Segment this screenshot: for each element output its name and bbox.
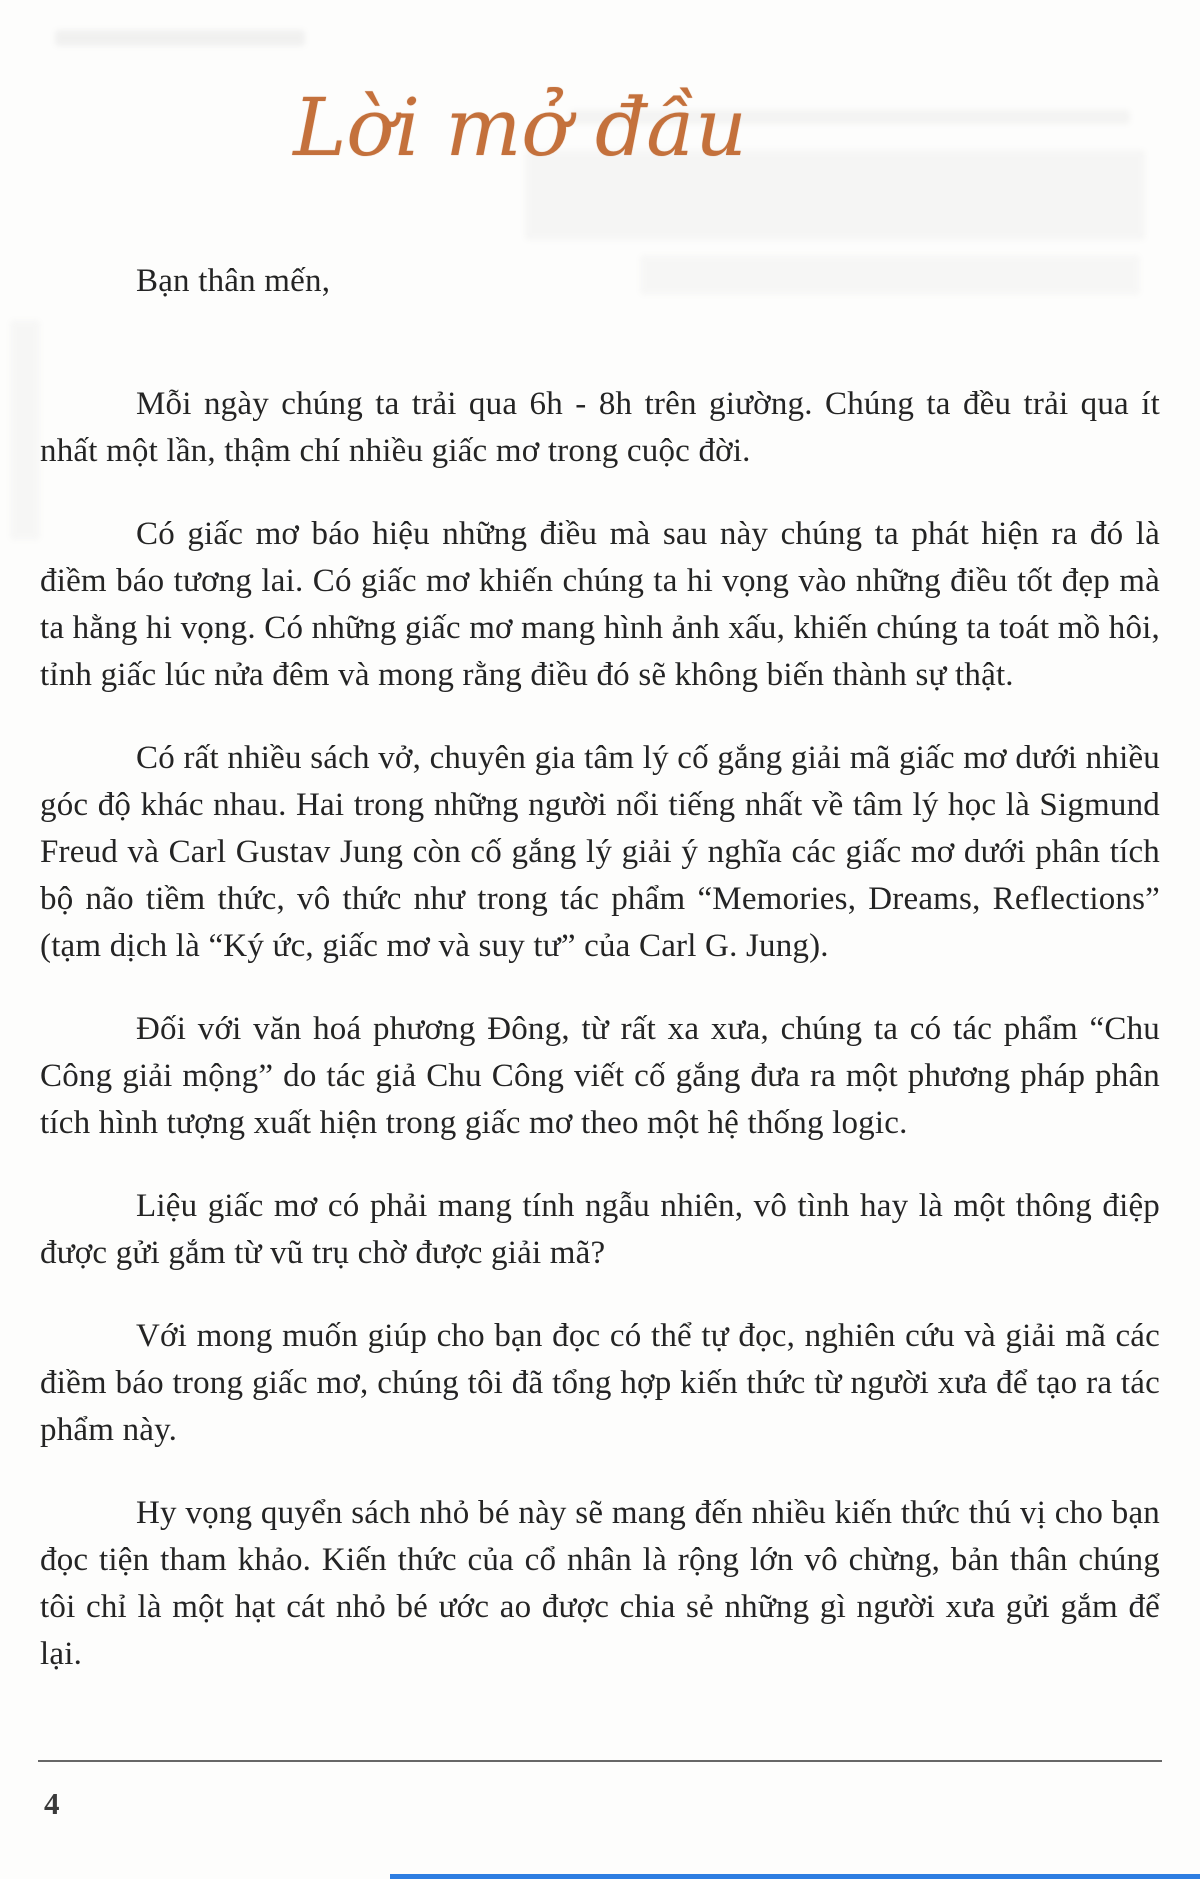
paragraph: Hy vọng quyển sách nhỏ bé này sẽ mang đến nhiều kiến thức thú vị cho bạn đọc tiện tham khảo. Kiến thức của cổ nhân là rộng lớn vô chừng, bản thân chúng tôi chỉ là một hạt cát nhỏ bé ước ao được chia sẻ những gì người xưa gửi gắm để lại. bbox=[40, 1495, 1160, 1672]
footer-divider bbox=[38, 1760, 1162, 1762]
paragraph: Mỗi ngày chúng ta trải qua 6h - 8h trên giường. Chúng ta đều trải qua ít nhất một lần, thậm chí nhiều giấc mơ trong cuộc đời. bbox=[40, 386, 1160, 469]
bleed-through-artifact bbox=[55, 30, 305, 46]
paragraph: Có rất nhiều sách vở, chuyên gia tâm lý cố gắng giải mã giấc mơ dưới nhiều góc độ khác nhau. Hai trong những người nổi tiếng nhất về tâm lý học là Sigmund Freud và Carl Gustav Jung còn cố gắng lý giải ý nghĩa các giấc mơ dưới phân tích bộ não tiềm thức, vô thức như trong tác phẩm “Memories, Dreams, Reflections” (tạm dịch là “Ký ức, giấc mơ và suy tư” của Carl G. Jung). bbox=[40, 740, 1160, 964]
page-title: Lời mở đầu bbox=[293, 81, 747, 174]
paragraph: Đối với văn hoá phương Đông, từ rất xa xưa, chúng ta có tác phẩm “Chu Công giải mộng” do tác giả Chu Công viết cố gắng đưa ra một phương pháp phân tích hình tượng xuất hiện trong giấc mơ theo một hệ thống logic. bbox=[40, 1011, 1160, 1141]
page-number: 4 bbox=[44, 1786, 60, 1821]
scan-edge-blue-strip bbox=[390, 1874, 1200, 1879]
paragraph: Liệu giấc mơ có phải mang tính ngẫu nhiên, vô tình hay là một thông điệp được gửi gắm từ vũ trụ chờ được giải mã? bbox=[40, 1188, 1160, 1271]
paragraph: Với mong muốn giúp cho bạn đọc có thể tự đọc, nghiên cứu và giải mã các điềm báo trong giấc mơ, chúng tôi đã tổng hợp kiến thức từ người xưa để tạo ra tác phẩm này. bbox=[40, 1318, 1160, 1448]
greeting-line: Bạn thân mến, bbox=[136, 263, 331, 299]
paragraph: Có giấc mơ báo hiệu những điều mà sau này chúng ta phát hiện ra đó là điềm báo tương lai. Có giấc mơ khiến chúng ta hi vọng vào những điều tốt đẹp mà ta hằng hi vọng. Có những giấc mơ mang hình ảnh xấu, khiến chúng ta toát mồ hôi, tỉnh giấc lúc nửa đêm và mong rằng điều đó sẽ không biến thành sự thật. bbox=[40, 516, 1160, 693]
body-text bbox=[0, 258, 1200, 1678]
